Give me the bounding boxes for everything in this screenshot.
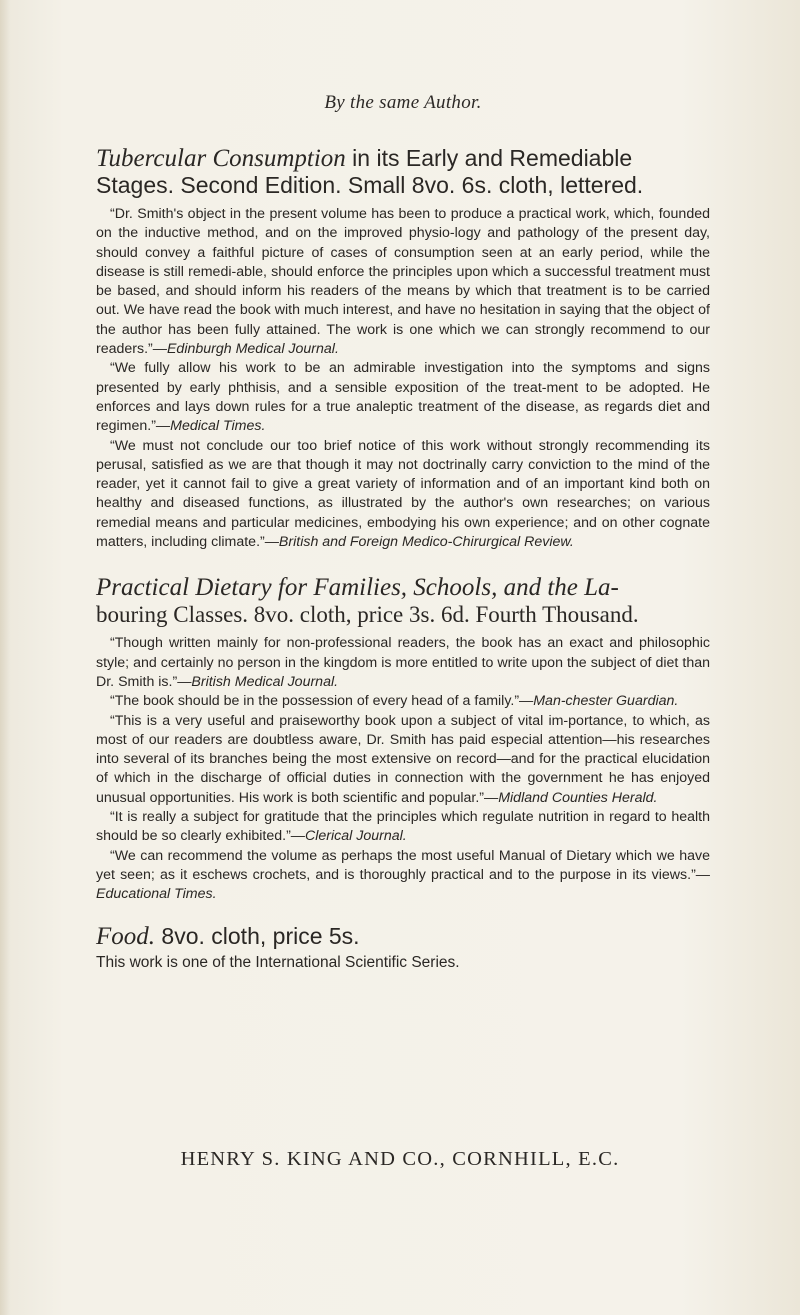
page-edge-shadow [0, 0, 10, 1315]
review-source: British Medical Journal. [191, 673, 339, 690]
review-source: Midland Counties Herald. [498, 789, 658, 806]
review-source: Clerical Journal. [304, 828, 407, 845]
review-source: British and Foreign Medico-Chirurgical Review. [278, 534, 574, 551]
review-text: “Though written mainly for non-professional readers, the book has an exact and philosophic style; and certainly no person in the kingdom is more entitled to write upon the subject of diet than Dr. Smith is.”— [96, 635, 710, 690]
review-quote [96, 808, 710, 847]
review-source: Man-chester Guardian. [533, 693, 679, 710]
review-text: “Dr. Smith's object in the present volume has been to produce a practical work, which, founded on the inductive method, and on the improved physio-logy and pathology of the present day, should convey a faithful picture of cases of consumption seen at an early period, while the disease is still remedi-able, should enforce the principles upon which a successful treatment must be based, and should inform his readers of the means by which that treatment is to be carried out. We have read the book with much interest, and have no hesitation in saying that the object of the author has been fully attained. The work is one which we can strongly recommend to our readers.”— [96, 206, 710, 358]
book-title-line [96, 145, 710, 199]
review-quote [96, 692, 710, 711]
book-details: in its Early and Remediable Stages. Second Edition. Small 8vo. 6s. cloth, lettered. [96, 145, 644, 198]
book-entry-practical-dietary [96, 574, 710, 904]
review-text: “The book should be in the possession of every head of a family.”— [110, 693, 534, 710]
review-quote [96, 205, 710, 359]
book-title: Tubercular Consumption [96, 145, 346, 172]
review-quote [96, 437, 710, 553]
book-entry-tubercular-consumption [96, 145, 710, 552]
page-heading: By the same Author. [324, 92, 482, 113]
review-source: Edinburgh Medical Journal. [166, 341, 339, 358]
book-title-line [96, 574, 710, 628]
publisher-imprint: HENRY S. KING AND CO., CORNHILL, E.C. [180, 1148, 620, 1170]
book-title-line [96, 923, 710, 950]
review-quote [96, 359, 710, 436]
review-quote [96, 847, 710, 905]
review-text: “It is really a subject for gratitude that the principles which regulate nutrition in regard to health should be so clearly exhibited.”— [96, 809, 710, 845]
review-source: Educational Times. [96, 886, 217, 903]
book-entry-food [96, 923, 710, 972]
book-details: 8vo. cloth, price 5s. [155, 922, 360, 949]
review-quote [96, 634, 710, 692]
review-quote [96, 712, 710, 808]
review-text: “We can recommend the volume as perhaps the most useful Manual of Dietary which we have yet seen; as it eschews crochets, and is thoroughly practical and to the purpose in its views.”— [96, 847, 710, 883]
review-text: “We must not conclude our too brief notice of this work without strongly recommending its perusal, satisfied as we are that though it may not doctrinally carry conviction to the mind of the reader, yet it cannot fail to give a great variety of information and of an important kind both on healthy and diseased functions, as illustrated by the author's own researches; on various remedial means and particular medicines, embodying his own experience; and on other cognate matters, including climate.”— [96, 437, 710, 551]
series-note: This work is one of the International Scientific Series. [96, 953, 460, 971]
review-text: “This is a very useful and praiseworthy book upon a subject of vital im-portance, to which, as most of our readers are doubtless aware, Dr. Smith has paid especial attention—his researches into several of its branches being the most extensive on record—and for the practical elucidation of which in the discharge of official duties in connection with the government he has enjoyed unusual opportunities. His work is both scientific and popular.”— [96, 712, 710, 806]
book-title: Food. [96, 922, 156, 950]
review-source: Medical Times. [170, 418, 266, 435]
review-text: “We fully allow his work to be an admirable investigation into the symptoms and signs presented by early phthisis, and a sensible exposition of the treat-ment to be adopted. He enforces and lays down rules for a true analeptic treatment of the disease, as regards diet and regimen.”— [96, 360, 710, 435]
book-title: Practical Dietary for Families, Schools, and the La- [96, 574, 619, 602]
book-details: bouring Classes. 8vo. cloth, price 3s. 6d. Fourth Thousand. [96, 602, 639, 628]
